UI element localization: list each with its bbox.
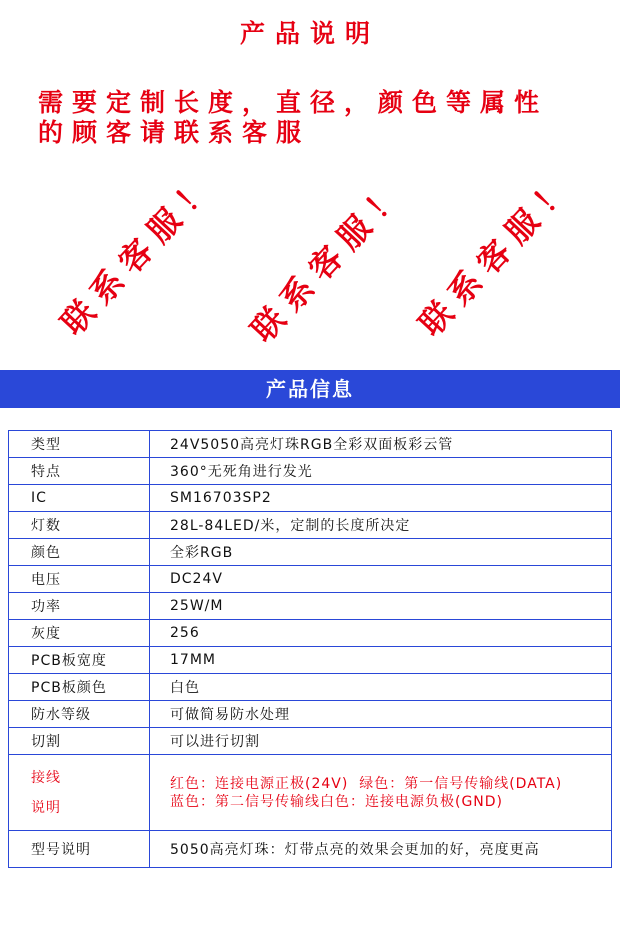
model-row bbox=[9, 831, 612, 868]
spec-key: 类型 bbox=[9, 431, 150, 458]
table-row bbox=[9, 458, 612, 485]
spec-key: 颜色 bbox=[9, 539, 150, 566]
product-info-banner: 产品信息 bbox=[0, 370, 620, 408]
spec-key: 电压 bbox=[9, 566, 150, 593]
wiring-key-line-2: 说明 bbox=[31, 799, 61, 816]
spec-key: PCB板宽度 bbox=[9, 647, 150, 674]
table-row bbox=[9, 647, 612, 674]
spec-value: DC24V bbox=[150, 566, 612, 593]
spec-value: 25W/M bbox=[150, 593, 612, 620]
spec-value: 5050高亮灯珠：灯带点亮的效果会更加的好，亮度更高 bbox=[150, 831, 612, 868]
wiring-value-line-1: 红色：连接电源正极(24V) 绿色：第一信号传输线(DATA) bbox=[170, 775, 563, 792]
page-title: 产品说明 bbox=[239, 19, 380, 48]
table-row bbox=[9, 539, 612, 566]
table-row bbox=[9, 593, 612, 620]
notice-line-2: 的顾客请联系客服 bbox=[38, 118, 311, 147]
table-row bbox=[9, 701, 612, 728]
spec-value: 28L-84LED/米，定制的长度所决定 bbox=[150, 512, 612, 539]
wiring-value bbox=[150, 755, 612, 831]
spec-key: 特点 bbox=[9, 458, 150, 485]
custom-order-notice bbox=[38, 88, 598, 148]
table-row bbox=[9, 728, 612, 755]
notice-line-1: 需要定制长度，直径，颜色等属性 bbox=[38, 88, 549, 117]
spec-key: IC bbox=[9, 485, 150, 512]
contact-service-stamp: 联系客服！ bbox=[53, 162, 225, 343]
table-row bbox=[9, 485, 612, 512]
spec-value: 白色 bbox=[150, 674, 612, 701]
spec-value: 17MM bbox=[150, 647, 612, 674]
spec-key: 功率 bbox=[9, 593, 150, 620]
wiring-value-line-2: 蓝色：第二信号传输线白色：连接电源负极(GND) bbox=[170, 793, 504, 810]
table-row bbox=[9, 512, 612, 539]
spec-key: 型号说明 bbox=[9, 831, 150, 868]
contact-service-stamp: 联系客服！ bbox=[243, 169, 415, 350]
wiring-key bbox=[9, 755, 150, 831]
spec-key: 防水等级 bbox=[9, 701, 150, 728]
wiring-key-line-1: 接线 bbox=[31, 769, 61, 786]
spec-key: 灰度 bbox=[9, 620, 150, 647]
spec-key: PCB板颜色 bbox=[9, 674, 150, 701]
spec-value: 360°无死角进行发光 bbox=[150, 458, 612, 485]
spec-value: 24V5050高亮灯珠RGB全彩双面板彩云管 bbox=[150, 431, 612, 458]
wiring-row bbox=[9, 755, 612, 831]
spec-key: 灯数 bbox=[9, 512, 150, 539]
spec-value: SM16703SP2 bbox=[150, 485, 612, 512]
spec-table bbox=[8, 430, 612, 868]
spec-value: 可以进行切割 bbox=[150, 728, 612, 755]
spec-value: 可做简易防水处理 bbox=[150, 701, 612, 728]
table-row bbox=[9, 566, 612, 593]
spec-value: 256 bbox=[150, 620, 612, 647]
contact-service-stamp: 联系客服！ bbox=[411, 163, 583, 344]
spec-value: 全彩RGB bbox=[150, 539, 612, 566]
table-row bbox=[9, 620, 612, 647]
spec-key: 切割 bbox=[9, 728, 150, 755]
table-row bbox=[9, 674, 612, 701]
table-row bbox=[9, 431, 612, 458]
